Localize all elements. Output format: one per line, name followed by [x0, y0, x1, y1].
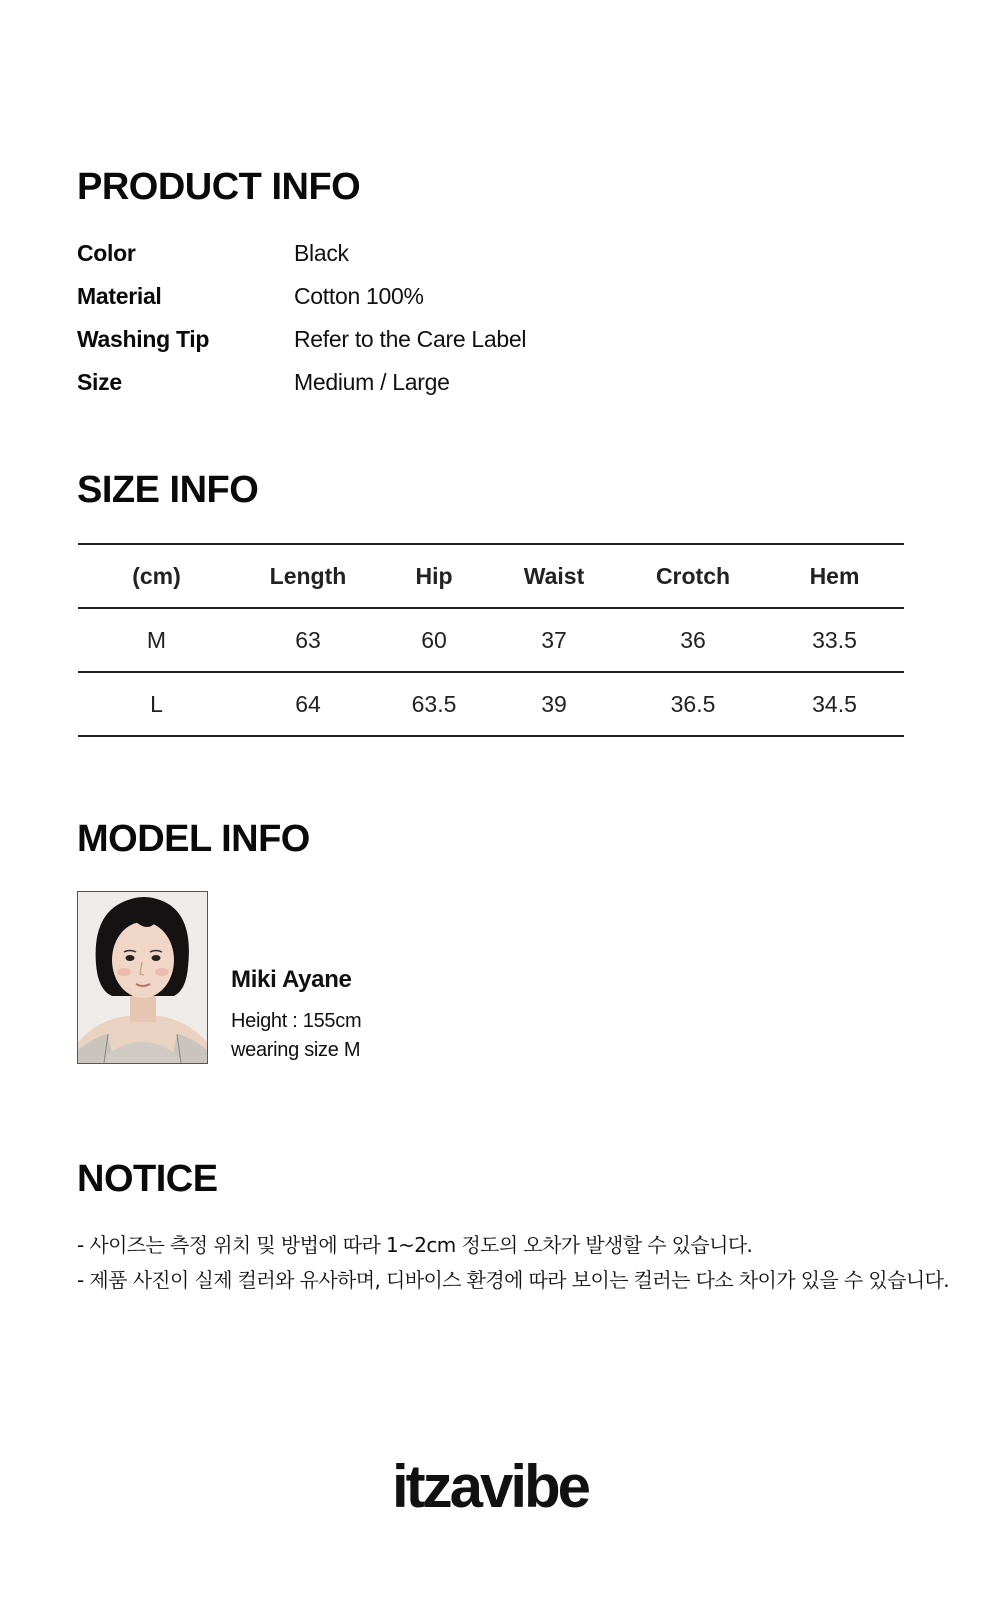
size-cell: 34.5 [765, 672, 904, 736]
size-header-crotch: Crotch [621, 544, 765, 608]
info-row-color [77, 232, 677, 275]
size-header-waist: Waist [487, 544, 621, 608]
model-info-title: MODEL INFO [77, 818, 310, 860]
info-row-size [77, 361, 677, 404]
size-cell: 60 [381, 608, 487, 672]
size-table [78, 543, 904, 737]
model-name: Miki Ayane [231, 966, 352, 993]
size-cell: 36.5 [621, 672, 765, 736]
size-cell: 36 [621, 608, 765, 672]
product-info-list [77, 232, 677, 404]
info-label: Material [77, 283, 162, 309]
size-cell: 33.5 [765, 608, 904, 672]
model-portrait-image [78, 892, 207, 1063]
size-cell: 63.5 [381, 672, 487, 736]
info-label: Size [77, 369, 122, 395]
model-wearing-size: wearing size M [231, 1039, 361, 1061]
table-row [78, 672, 904, 736]
size-cell: L [78, 672, 235, 736]
size-header-unit: (cm) [78, 544, 235, 608]
size-header-length: Length [235, 544, 381, 608]
size-cell: 64 [235, 672, 381, 736]
info-label: Washing Tip [77, 326, 210, 352]
table-row [78, 608, 904, 672]
info-value: Refer to the Care Label [294, 326, 527, 352]
info-value: Medium / Large [294, 369, 450, 395]
size-cell: M [78, 608, 235, 672]
info-label: Color [77, 240, 136, 266]
size-table-header-row [78, 544, 904, 608]
info-value: Black [294, 240, 349, 266]
size-cell: 37 [487, 608, 621, 672]
model-photo [77, 891, 208, 1064]
size-header-hip: Hip [381, 544, 487, 608]
notice-line: - 제품 사진이 실제 컬러와 유사하며, 디바이스 환경에 따라 보이는 컬러는 다소 차이가 있을 수 있습니다. [77, 1268, 950, 1292]
info-row-washing-tip [77, 318, 677, 361]
size-info-title: SIZE INFO [77, 469, 259, 511]
info-row-material [77, 275, 677, 318]
notice-title: NOTICE [77, 1158, 218, 1200]
info-value: Cotton 100% [294, 283, 424, 309]
size-cell: 39 [487, 672, 621, 736]
size-cell: 63 [235, 608, 381, 672]
brand-logo: itzavibe [391, 1453, 589, 1520]
size-header-hem: Hem [765, 544, 904, 608]
model-height: Height : 155cm [231, 1010, 362, 1032]
product-info-title: PRODUCT INFO [77, 166, 361, 208]
notice-line: - 사이즈는 측정 위치 및 방법에 따라 1~2cm 정도의 오차가 발생할 수 있습니다. [77, 1233, 753, 1257]
